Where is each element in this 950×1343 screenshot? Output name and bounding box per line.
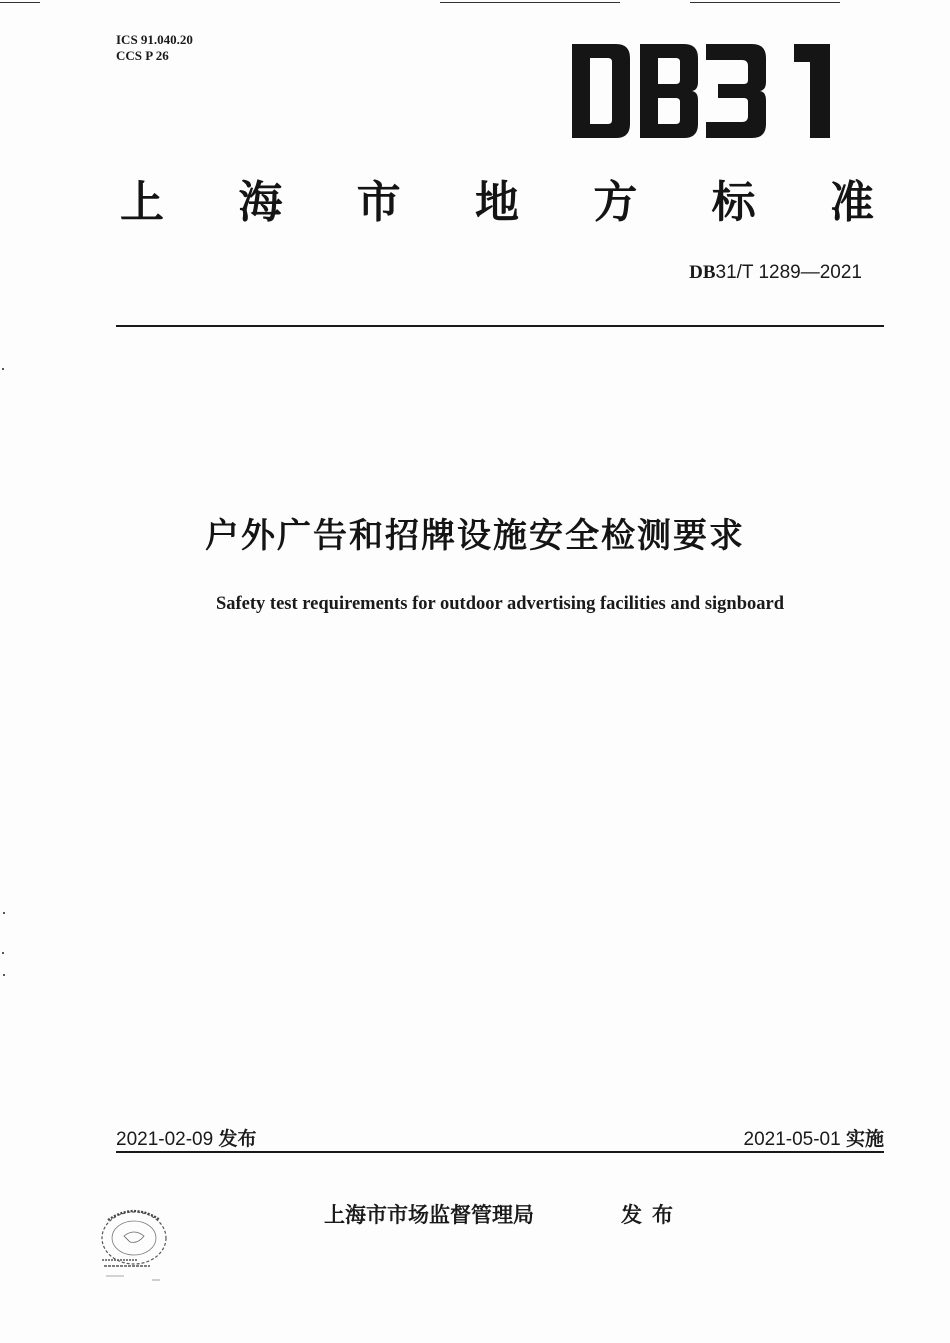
scan-speck (2, 368, 4, 370)
issue-date-label: 发布 (218, 1128, 257, 1150)
ics-code: ICS 91.040.20 (116, 32, 193, 47)
heading-char: 市 (356, 177, 401, 228)
document-title-chinese: 户外广告和招牌设施安全检测要求 (205, 516, 745, 556)
db31-logo (572, 44, 834, 138)
scan-speck (3, 974, 5, 976)
publisher-name: 上海市市场监督管理局 (324, 1203, 534, 1227)
publish-word: 发布 (621, 1203, 683, 1227)
scan-speck (3, 912, 5, 914)
implementation-date-label: 实施 (845, 1128, 884, 1150)
library-stamp-icon (94, 1198, 174, 1288)
classification-codes (116, 32, 193, 64)
heading-char: 地 (474, 177, 519, 228)
standard-type-heading (112, 166, 882, 230)
heading-char: 准 (829, 177, 874, 228)
issue-date (116, 1124, 257, 1151)
standard-number-prefix: DB (689, 262, 716, 283)
scan-edge-line (0, 2, 40, 3)
scan-edge-line (440, 2, 620, 3)
issue-date-value: 2021-02-09 (116, 1129, 214, 1150)
scan-edge-line (690, 2, 840, 3)
top-divider (116, 325, 884, 327)
scan-speck (2, 952, 4, 954)
ccs-code: CCS P 26 (116, 48, 169, 63)
implementation-date-value: 2021-05-01 (743, 1129, 841, 1150)
document-title-english: Safety test requirements for outdoor advertising facilities and signboard (215, 594, 784, 614)
heading-char: 上 (120, 177, 164, 228)
heading-char: 海 (238, 177, 283, 228)
heading-char: 方 (593, 177, 638, 228)
bottom-divider (116, 1151, 884, 1153)
standard-number (689, 262, 862, 284)
standard-number-rest: 31/T 1289—2021 (715, 262, 862, 283)
heading-char: 标 (711, 177, 756, 228)
implementation-date (744, 1124, 885, 1151)
